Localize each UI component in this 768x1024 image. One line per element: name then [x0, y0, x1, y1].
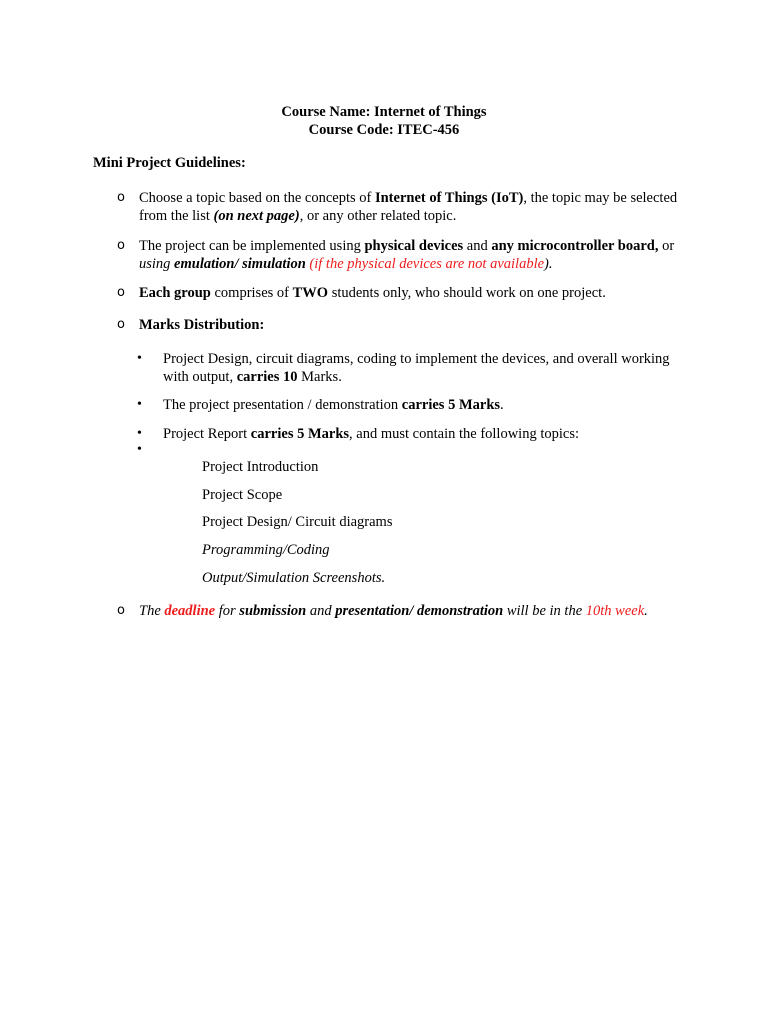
text-run-bold: carries 10 — [236, 369, 298, 385]
text-run: Marks. — [297, 369, 342, 385]
text-run-red-bold-italic: deadline — [164, 603, 216, 619]
text-run: Project Design, circuit diagrams, coding to implement the devices, and overall working with output, — [163, 351, 670, 385]
text-run-italic: Programming/Coding — [202, 542, 330, 558]
text-run-italic: The — [139, 603, 165, 619]
text-run-bold: Marks Distribution: — [139, 317, 265, 333]
dot-bullet-icon: • — [137, 351, 142, 366]
text-run-italic: . — [644, 603, 648, 619]
course-code: Course Code: ITEC-456 — [308, 122, 460, 138]
text-run-bold-italic: emulation/ simulation — [174, 256, 306, 272]
text-run: , and must contain the following topics: — [349, 426, 580, 442]
report-topic-scope: Project Scope — [202, 487, 283, 503]
circle-bullet-icon: o — [117, 603, 125, 618]
text-run-italic: for — [215, 603, 240, 619]
text-run: . — [500, 397, 504, 413]
guideline-topic-selection — [139, 189, 679, 225]
guideline-deadline — [139, 602, 659, 620]
circle-bullet-icon: o — [117, 238, 125, 253]
guideline-group-size — [139, 284, 679, 302]
text-run: The project can be implemented using — [139, 238, 365, 254]
text-run: or — [658, 238, 675, 254]
circle-bullet-icon: o — [117, 317, 125, 332]
report-topic-introduction: Project Introduction — [202, 459, 319, 475]
guideline-marks-heading — [139, 316, 679, 334]
text-run-italic: Output/Simulation Screenshots. — [202, 570, 386, 586]
text-run-red-italic: (if the physical devices are not available — [309, 256, 545, 272]
text-run: , the topic may be selected from the list — [139, 190, 678, 224]
circle-bullet-icon: o — [117, 190, 125, 205]
text-run-italic: using — [139, 256, 175, 272]
circle-bullet-icon: o — [117, 285, 125, 300]
report-topic-design: Project Design/ Circuit diagrams — [202, 514, 393, 530]
dot-bullet-icon: • — [137, 442, 142, 457]
text-run-bold: Internet of Things (IoT) — [374, 190, 524, 206]
text-run: Project Report — [163, 426, 251, 442]
marks-presentation — [163, 396, 673, 414]
text-run: and — [463, 238, 492, 254]
report-topic-programming — [202, 541, 330, 559]
text-run-bold: Each group — [139, 285, 211, 301]
dot-bullet-icon: • — [137, 397, 142, 412]
text-run-bold-italic: presentation/ demonstration — [335, 603, 504, 619]
text-run-bold: TWO — [292, 285, 329, 301]
report-topic-output — [202, 569, 385, 587]
text-run-bold: any microcontroller board, — [491, 238, 659, 254]
text-run-bold-italic: (on next page) — [213, 208, 300, 224]
marks-report — [163, 425, 673, 443]
text-run: The project presentation / demonstration — [163, 397, 402, 413]
marks-design — [163, 350, 673, 386]
text-run-bold-italic: submission — [239, 603, 307, 619]
text-run: students only, who should work on one project. — [328, 285, 606, 301]
text-run-bold: carries 5 Marks — [250, 426, 350, 442]
text-run-red-italic: 10th week — [585, 603, 645, 619]
text-run-italic: will be in the — [503, 603, 586, 619]
text-run: , or any other related topic. — [299, 208, 457, 224]
text-run: comprises of — [210, 285, 293, 301]
text-run-bold: physical devices — [364, 238, 464, 254]
course-name: Course Name: Internet of Things — [281, 104, 487, 120]
text-run: Choose a topic based on the concepts of — [139, 190, 375, 206]
guideline-implementation — [139, 237, 679, 273]
text-run-bold: carries 5 Marks — [401, 397, 501, 413]
text-run-italic: ). — [544, 256, 553, 272]
course-header — [0, 103, 768, 139]
dot-bullet-icon: • — [137, 426, 142, 441]
section-heading: Mini Project Guidelines: — [93, 155, 246, 171]
text-run-italic: and — [306, 603, 336, 619]
